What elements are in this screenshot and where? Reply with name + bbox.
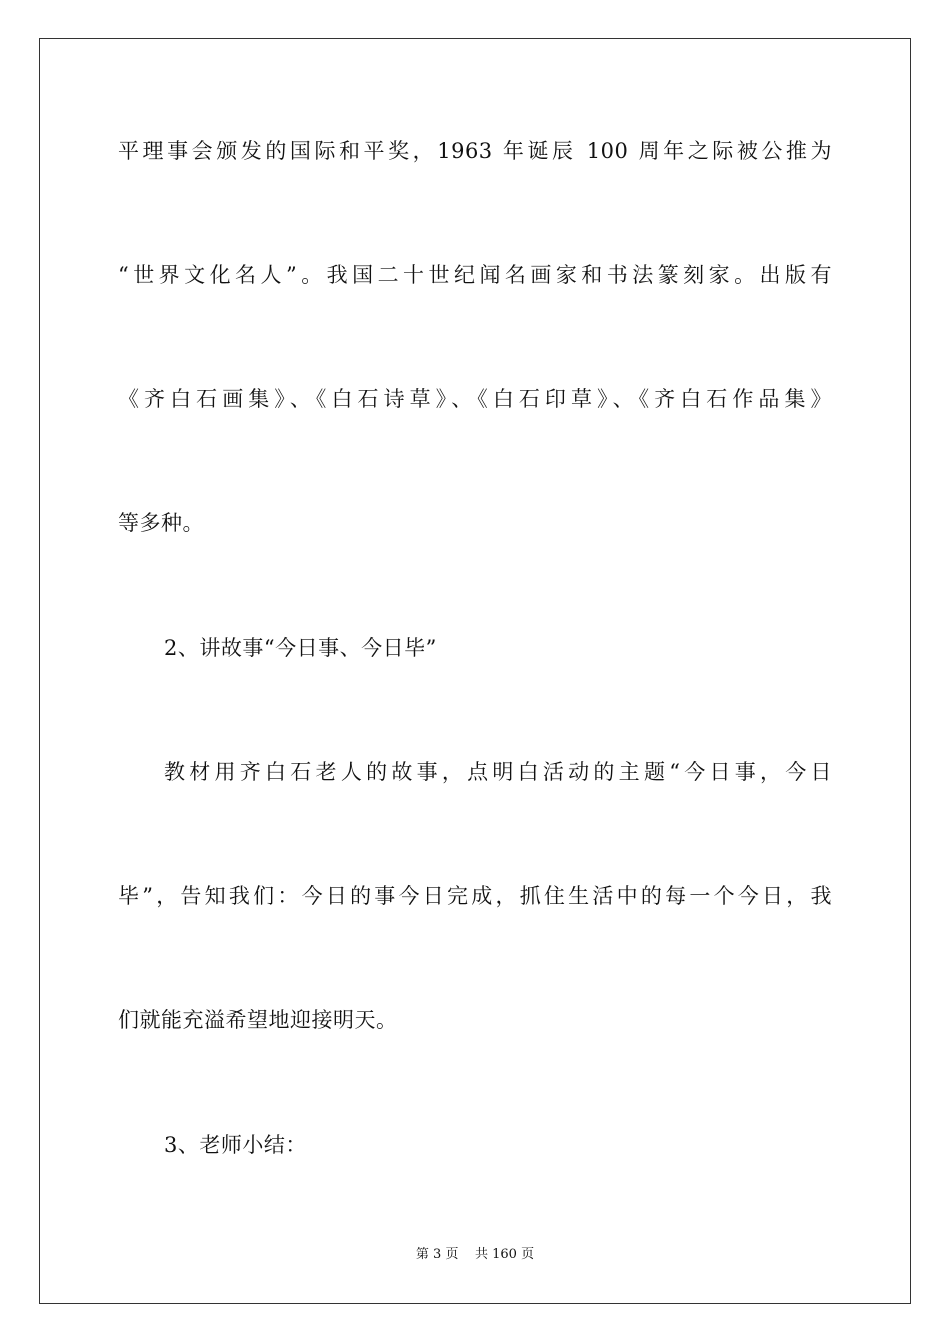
paragraph-line: “世界文化名人”。我国二十世纪闻名画家和书法篆刻家。出版有 [118,263,832,287]
page-border [39,38,911,1304]
section-heading: 3、老师小结： [164,1133,307,1157]
paragraph-line: 们就能充溢希望地迎接明天。 [118,1008,398,1032]
paragraph-line: 毕”，告知我们：今日的事今日完成，抓住生活中的每一个今日，我 [118,884,832,908]
paragraph-line: 《齐白石画集》、《白石诗草》、《白石印草》、《齐白石作品集》 [118,387,832,411]
section-heading: 2、讲故事“今日事、今日毕” [164,636,437,660]
page-number-footer: 第 3 页 共 160 页 [415,1247,535,1262]
paragraph-line: 教材用齐白石老人的故事，点明白活动的主题“今日事，今日 [164,760,832,784]
paragraph-line: 等多种。 [118,511,204,535]
paragraph-line: 平理事会颁发的国际和平奖，1963 年诞辰 100 周年之际被公推为 [118,139,832,163]
